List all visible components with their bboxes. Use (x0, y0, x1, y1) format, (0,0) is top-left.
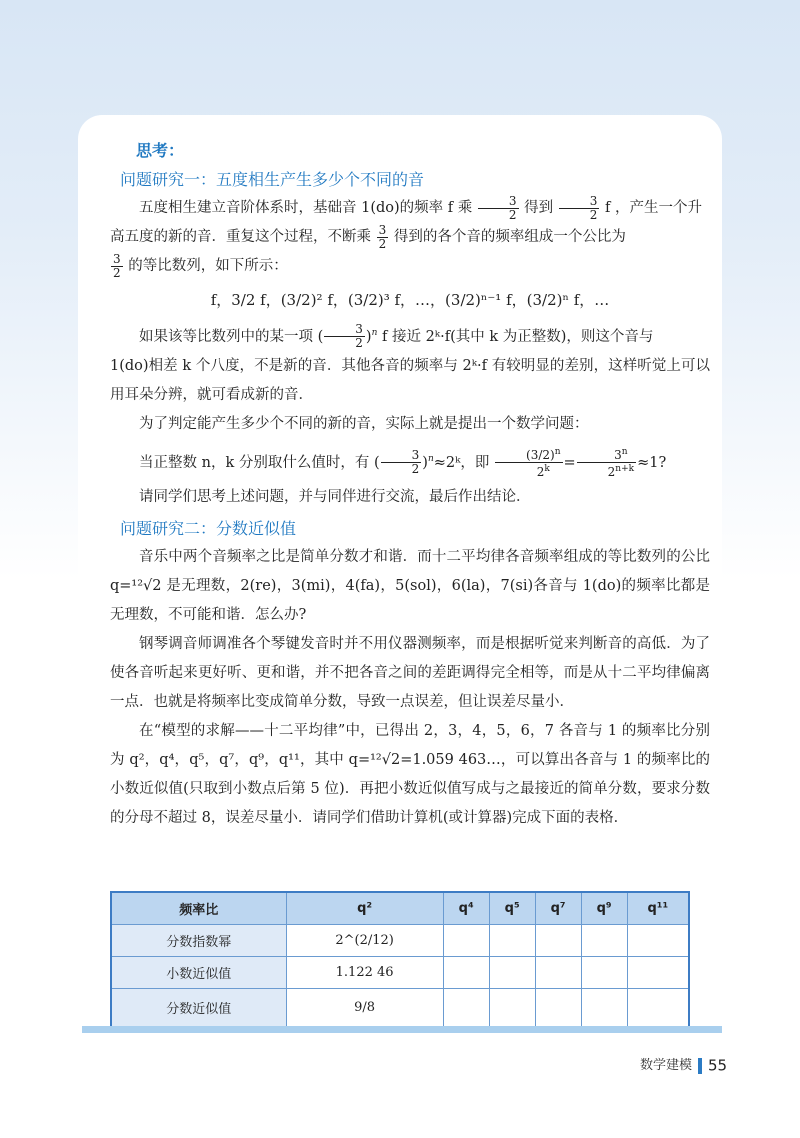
table-row (111, 925, 689, 957)
section2-title: 问题研究二：分数近似值 (120, 518, 297, 538)
book-title: 数学建模 (640, 1058, 693, 1073)
table-cell: 9/8 (286, 989, 443, 1027)
table-header-cell: q² (286, 892, 443, 925)
table-cell: 1.122 46 (286, 957, 443, 989)
geometric-sequence-formula: f，3/2 f，(3/2)² f，(3/2)³ f，…，(3/2)ⁿ⁻¹ f，(3/2)ⁿ f，… (210, 291, 610, 309)
table-header-cell: q⁹ (581, 892, 627, 925)
text-span: 的等比数列，如下所示： (128, 258, 288, 274)
table-cell-empty[interactable] (581, 957, 627, 989)
table-cell-empty[interactable] (535, 957, 581, 989)
table-row (111, 957, 689, 989)
table-header-cell: q⁴ (443, 892, 489, 925)
footer-divider (698, 1058, 702, 1074)
table-header-cell: q⁷ (535, 892, 581, 925)
paragraph: 1(do)相差 k 个八度，不是新的音．其他各音的频率与 2ᵏ·f 有较明显的差别，这样听觉上可以用耳朵分辨，就可看成新的音． (110, 357, 710, 403)
table-cell-empty[interactable] (489, 925, 535, 957)
table-header-row (111, 892, 689, 925)
text-span: f ，产生一个升 (604, 200, 702, 216)
paragraph: 音乐中两个音频率之比是简单分数才和谐．而十二平均律各音频率组成的等比数列的公比 q=¹²√2 是无理数，2(re)，3(mi)，4(fa)，5(sol)，6(la)，7(si)各音与 1(do)的频率比都是无理数，不可能和谐．怎么办? (110, 548, 710, 623)
paragraph: 如果该等比数列中的某一项 ( $\frac{3}{2}$ )$^n$ f 接近 2ᵏ·f(其中 k 为正整数)，则这个音与 (139, 322, 654, 351)
table-cell-empty[interactable] (627, 925, 689, 957)
paragraph: 当正整数 n，k 分别取什么值时，有 ( $\frac{3}{2}$ )$^n$≈2ᵏ，即 $\frac{(3/2)^n}{2^k}$ = $\frac{3^n}{2^{n+k}}$ ≈1? (139, 447, 667, 480)
fraction-three-halves: $\frac{3}{2}$ (324, 323, 365, 350)
table-row (111, 989, 689, 1027)
page-footer (640, 1054, 727, 1075)
paragraph (110, 194, 710, 223)
page-content (110, 138, 710, 833)
text-span: ≈2ᵏ，即 (433, 454, 490, 471)
table-cell-empty[interactable] (627, 989, 689, 1027)
table-cell-empty[interactable] (581, 989, 627, 1027)
table-cell-empty[interactable] (443, 957, 489, 989)
paragraph: 为了判定能产生多少个不同的新的音，实际上就是提出一个数学问题： (139, 415, 589, 432)
fraction-three-halves: $\frac{3}{2}$ (478, 195, 519, 222)
table-cell-empty[interactable] (581, 925, 627, 957)
text-span: ≈1? (637, 454, 667, 471)
text-span: 得到的各个音的频率组成一个公比为 (393, 229, 626, 245)
paragraph: 请同学们思考上述问题，并与同伴进行交流，最后作出结论． (139, 488, 531, 505)
think-heading: 思考： (136, 141, 185, 160)
fraction-ratio: $\frac{(3/2)^n}{2^k}$ (495, 446, 562, 479)
table-cell-empty[interactable] (443, 925, 489, 957)
table-header-cell: 频率比 (111, 892, 286, 925)
table-cell-empty[interactable] (489, 957, 535, 989)
fraction-three-halves: $\frac{3}{2}$ (381, 449, 422, 476)
fraction-three-halves: $\frac{3}{2}$ (559, 195, 600, 222)
row-label: 小数近似值 (111, 957, 286, 989)
table-cell-empty[interactable] (535, 925, 581, 957)
paragraph: 钢琴调音师调准各个琴键发音时并不用仪器测频率，而是根据听觉来判断音的高低．为了使各音听起来更好听、更和谐，并不把各音之间的差距调得完全相等，而是从十二平均律偏离一点．也就是将频率比变成简单分数，导致一点误差，但让误差尽量小． (110, 635, 710, 710)
table-cell-empty[interactable] (535, 989, 581, 1027)
fraction-power-ratio: $\frac{3^n}{2^{n+k}}$ (577, 446, 636, 479)
text-span: 高五度的新的音．重复这个过程，不断乘 (110, 229, 371, 245)
table-header-cell: q¹¹ (627, 892, 689, 925)
row-label: 分数指数幂 (111, 925, 286, 957)
text-span: f 接近 2ᵏ·f(其中 k 为正整数)，则这个音与 (382, 328, 654, 345)
text-span: 五度相生建立音阶体系时，基础音 1(do)的频率 f 乘 (139, 200, 473, 216)
fraction-three-halves: $\frac{3}{2}$ (113, 251, 121, 280)
paragraph (110, 252, 710, 281)
paragraph: 在“模型的求解——十二平均律”中，已得出 2，3，4，5，6，7 各音与 1 的频率比分别为 q²，q⁴，q⁵，q⁷，q⁹，q¹¹，其中 q=¹²√2=1.059 463…，可以算出各音与 1 的频率比的小数近似值(只取到小数点后第 5 位)．再把小数近似值写成与之最接近的简单分数，要求分数的分母不超过 8，误差尽量小．请同学们借助计算机(或计算器)完成下面的表格． (110, 722, 710, 826)
bottom-rule (82, 1026, 722, 1033)
text-span: 如果该等比数列中的某一项 (139, 328, 313, 345)
paragraph (110, 223, 710, 252)
page-number: 55 (708, 1056, 728, 1075)
table-header-cell: q⁵ (489, 892, 535, 925)
row-label: 分数近似值 (111, 989, 286, 1027)
section1-title: 问题研究一：五度相生产生多少个不同的音 (120, 170, 425, 189)
text-span: 当正整数 n，k 分别取什么值时，有 (139, 454, 370, 471)
text-span: 得到 (524, 200, 554, 216)
table-cell-empty[interactable] (489, 989, 535, 1027)
table-cell-empty[interactable] (443, 989, 489, 1027)
table-cell-empty[interactable] (627, 957, 689, 989)
table-cell: 2^(2/12) (286, 925, 443, 957)
frequency-table (110, 891, 690, 1028)
fraction-three-halves: $\frac{3}{2}$ (378, 222, 387, 251)
